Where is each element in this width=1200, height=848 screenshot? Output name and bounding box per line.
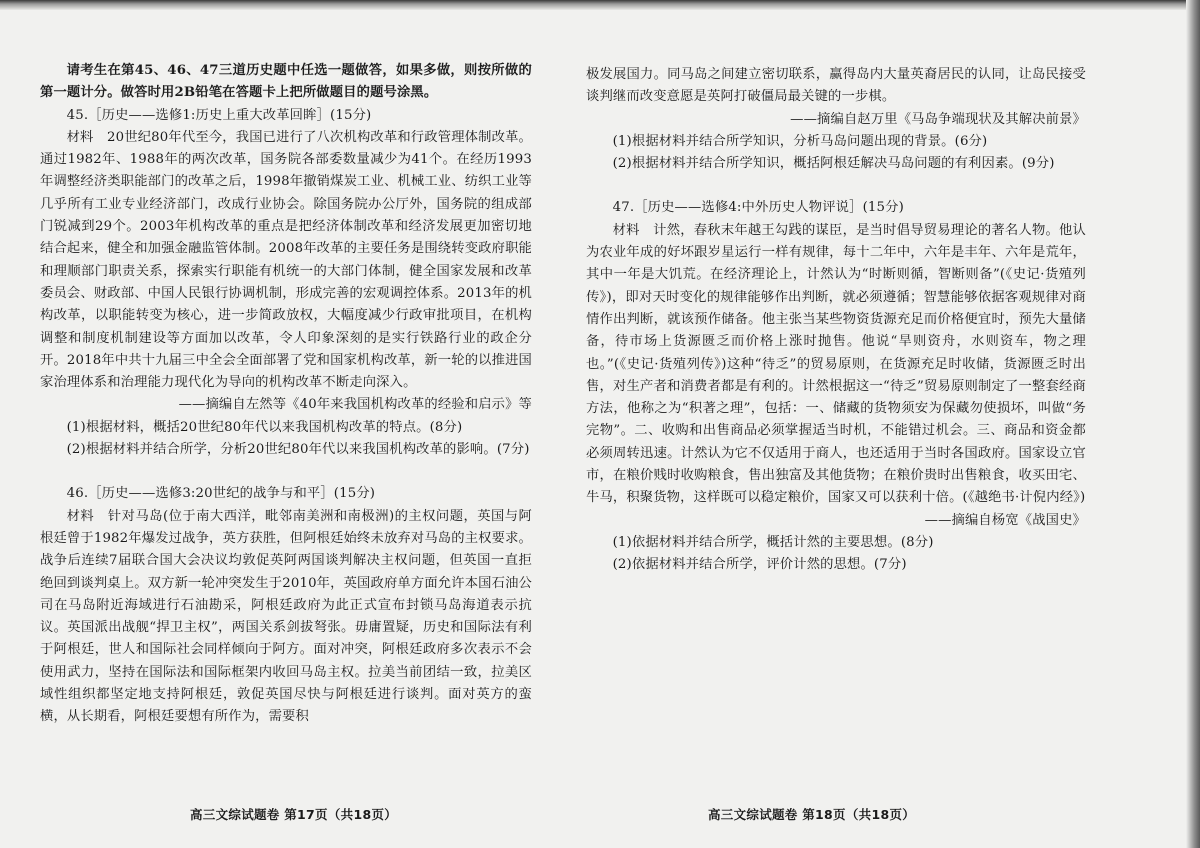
page-17 <box>40 60 532 800</box>
instruction-text: 请考生在第45、46、47三道历史题中任选一题做答，如果多做，则按所做的第一题计分。做答时用2B铅笔在答题卡上把所做题目的题号涂黑。 <box>40 63 532 101</box>
q47-source: ——摘编自杨宽《战国史》 <box>924 512 1086 528</box>
q47-question-2: (2)依据材料并结合所学，评价计然的思想。(7分) <box>612 557 907 573</box>
spacer <box>40 461 532 483</box>
q46-title: 46.［历史——选修3:20世纪的战争与和平］(15分) <box>66 486 376 502</box>
page-18-footer: 高三文综试题卷 第18页（共18页） <box>708 807 916 822</box>
q45-source: ——摘编自左然等《40年来我国机构改革的经验和启示》等 <box>178 397 532 413</box>
page-18 <box>586 64 1086 804</box>
q45-question-1: (1)根据材料，概括20世纪80年代以来我国机构改革的特点。(8分) <box>66 419 463 435</box>
q45-material: 材料 20世纪80年代至今，我国已进行了八次机构改革和行政管理体制改革。通过1982年、1988年的两次改革，国务院各部委数量减少为41个。在经历1993年调整经济类职能部门的改革之后，1998年撤销煤炭工业、机械工业、纺织工业等几乎所有工业专业经济部门，改成行业协会。除国务院办公厅外，国务院的组成部门锐减到29个。2003年机构改革的重点是把经济体制改革和经济发展更加密切地结合起来，健全和加强金融监管体制。2008年改革的主要任务是围绕转变政府职能和理顺部门职责关系，探索实行职能有机统一的大部门体制，健全国家发展和改革委员会、财政部、中国人民银行协调机制，形成完善的宏观调控体系。2013年的机构改革，以职能转变为核心，进一步简政放权，大幅度减少行政审批项目，在机构调整和制度机制建设等方面加以改革，令人印象深刻的是实行铁路行业的政企分开。2018年中共十九届三中全会全面部署了党和国家机构改革，新一轮的以推进国家治理体系和治理能力现代化为导向的机构改革不断走向深入。 <box>40 129 532 391</box>
spacer <box>586 175 1086 197</box>
q46-material: 材料 针对马岛(位于南大西洋，毗邻南美洲和南极洲)的主权问题，英国与阿根廷曾于1982年爆发过战争，英方获胜，但阿根廷始终未放弃对马岛的主权要求。战争后连续7届联合国大会决议均敦促英阿两国谈判解决主权问题，但英国一直拒绝回到谈判桌上。双方新一轮冲突发生于2010年，英国政府单方面允许本国石油公司在马岛附近海域进行石油勘采，阿根廷政府为此正式宣布封锁马岛海道表示抗议。英国派出战舰“捍卫主权”，两国关系剑拔弩张。毋庸置疑，历史和国际法有利于阿根廷，世人和国际社会同样倾向于阿方。面对冲突，阿根廷政府多次表示不会使用武力，坚持在国际法和国际框架内收回马岛主权。拉美当前团结一致，拉美区域性组织都坚定地支持阿根廷，敦促英国尽快与阿根廷进行谈判。面对英方的蛮横，从长期看，阿根廷要想有所作为，需要积 <box>40 508 532 725</box>
q47-material: 材料 计然，春秋末年越王勾践的谋臣，是当时倡导贸易理论的著名人物。他认为农业年成的好坏跟岁星运行一样有规律，每十二年中，六年是丰年、六年是荒年，其中一年是大饥荒。在经济理论上，计然认为“时断则循，智断则备”(《史记·货殖列传》)，即对天时变化的规律能够作出判断，就必须遵循；智慧能够依据客观规律对商情作出判断，就该预作储备。他主张当某些物资货源充足而价格便宜时，预先大量储备，待市场上货源匮乏而价格上涨时抛售。他说“旱则资舟，水则资车，物之理也。”(《史记·货殖列传》)这种“待乏”的贸易原则，在货源充足时收储，货源匮乏时出售，对生产者和消费者都是有利的。计然根据这一“待乏”贸易原则制定了一整套经商方法，他称之为“积著之理”，包括：一、储藏的货物须安为保藏勿使损坏，叫做“务完物”。二、收购和出售商品必须掌握适当时机，不能错过机会。三、商品和资金都必须周转迅速。计然认为它不仅适用于商人，也还适用于当时各国政府。国家设立官市，在粮价贱时收购粮食，售出独富及其他货物；在粮价贵时出售粮食，收买田宅、牛马，积聚货物，这样既可以稳定粮价，国家又可以获利十倍。(《越绝书·计倪内经》) <box>586 222 1086 506</box>
q46-question-2: (2)根据材料并结合所学知识，概括阿根廷解决马岛问题的有利因素。(9分) <box>612 156 1055 172</box>
q47-title: 47.［历史——选修4:中外历史人物评说］(15分) <box>612 200 904 216</box>
q45-title: 45.［历史——选修1:历史上重大改革回眸］(15分) <box>66 107 372 123</box>
page-17-footer: 高三文综试题卷 第17页（共18页） <box>190 807 398 822</box>
q46-source: ——摘编自赵万里《马岛争端现状及其解决前景》 <box>790 111 1086 127</box>
scan-right-edge <box>1186 0 1200 848</box>
q45-question-2: (2)根据材料并结合所学，分析20世纪80年代以来我国机构改革的影响。(7分) <box>66 442 530 458</box>
q46-question-1: (1)根据材料并结合所学知识，分析马岛问题出现的背景。(6分) <box>612 133 988 149</box>
scan-top-edge <box>0 0 1200 10</box>
q46-material-continued: 极发展国力。同马岛之间建立密切联系，赢得岛内大量英裔居民的认同，让岛民接受谈判继而改变意愿是英阿打破僵局最关键的一步棋。 <box>586 67 1086 105</box>
q47-question-1: (1)依据材料并结合所学，概括计然的主要思想。(8分) <box>612 534 934 550</box>
